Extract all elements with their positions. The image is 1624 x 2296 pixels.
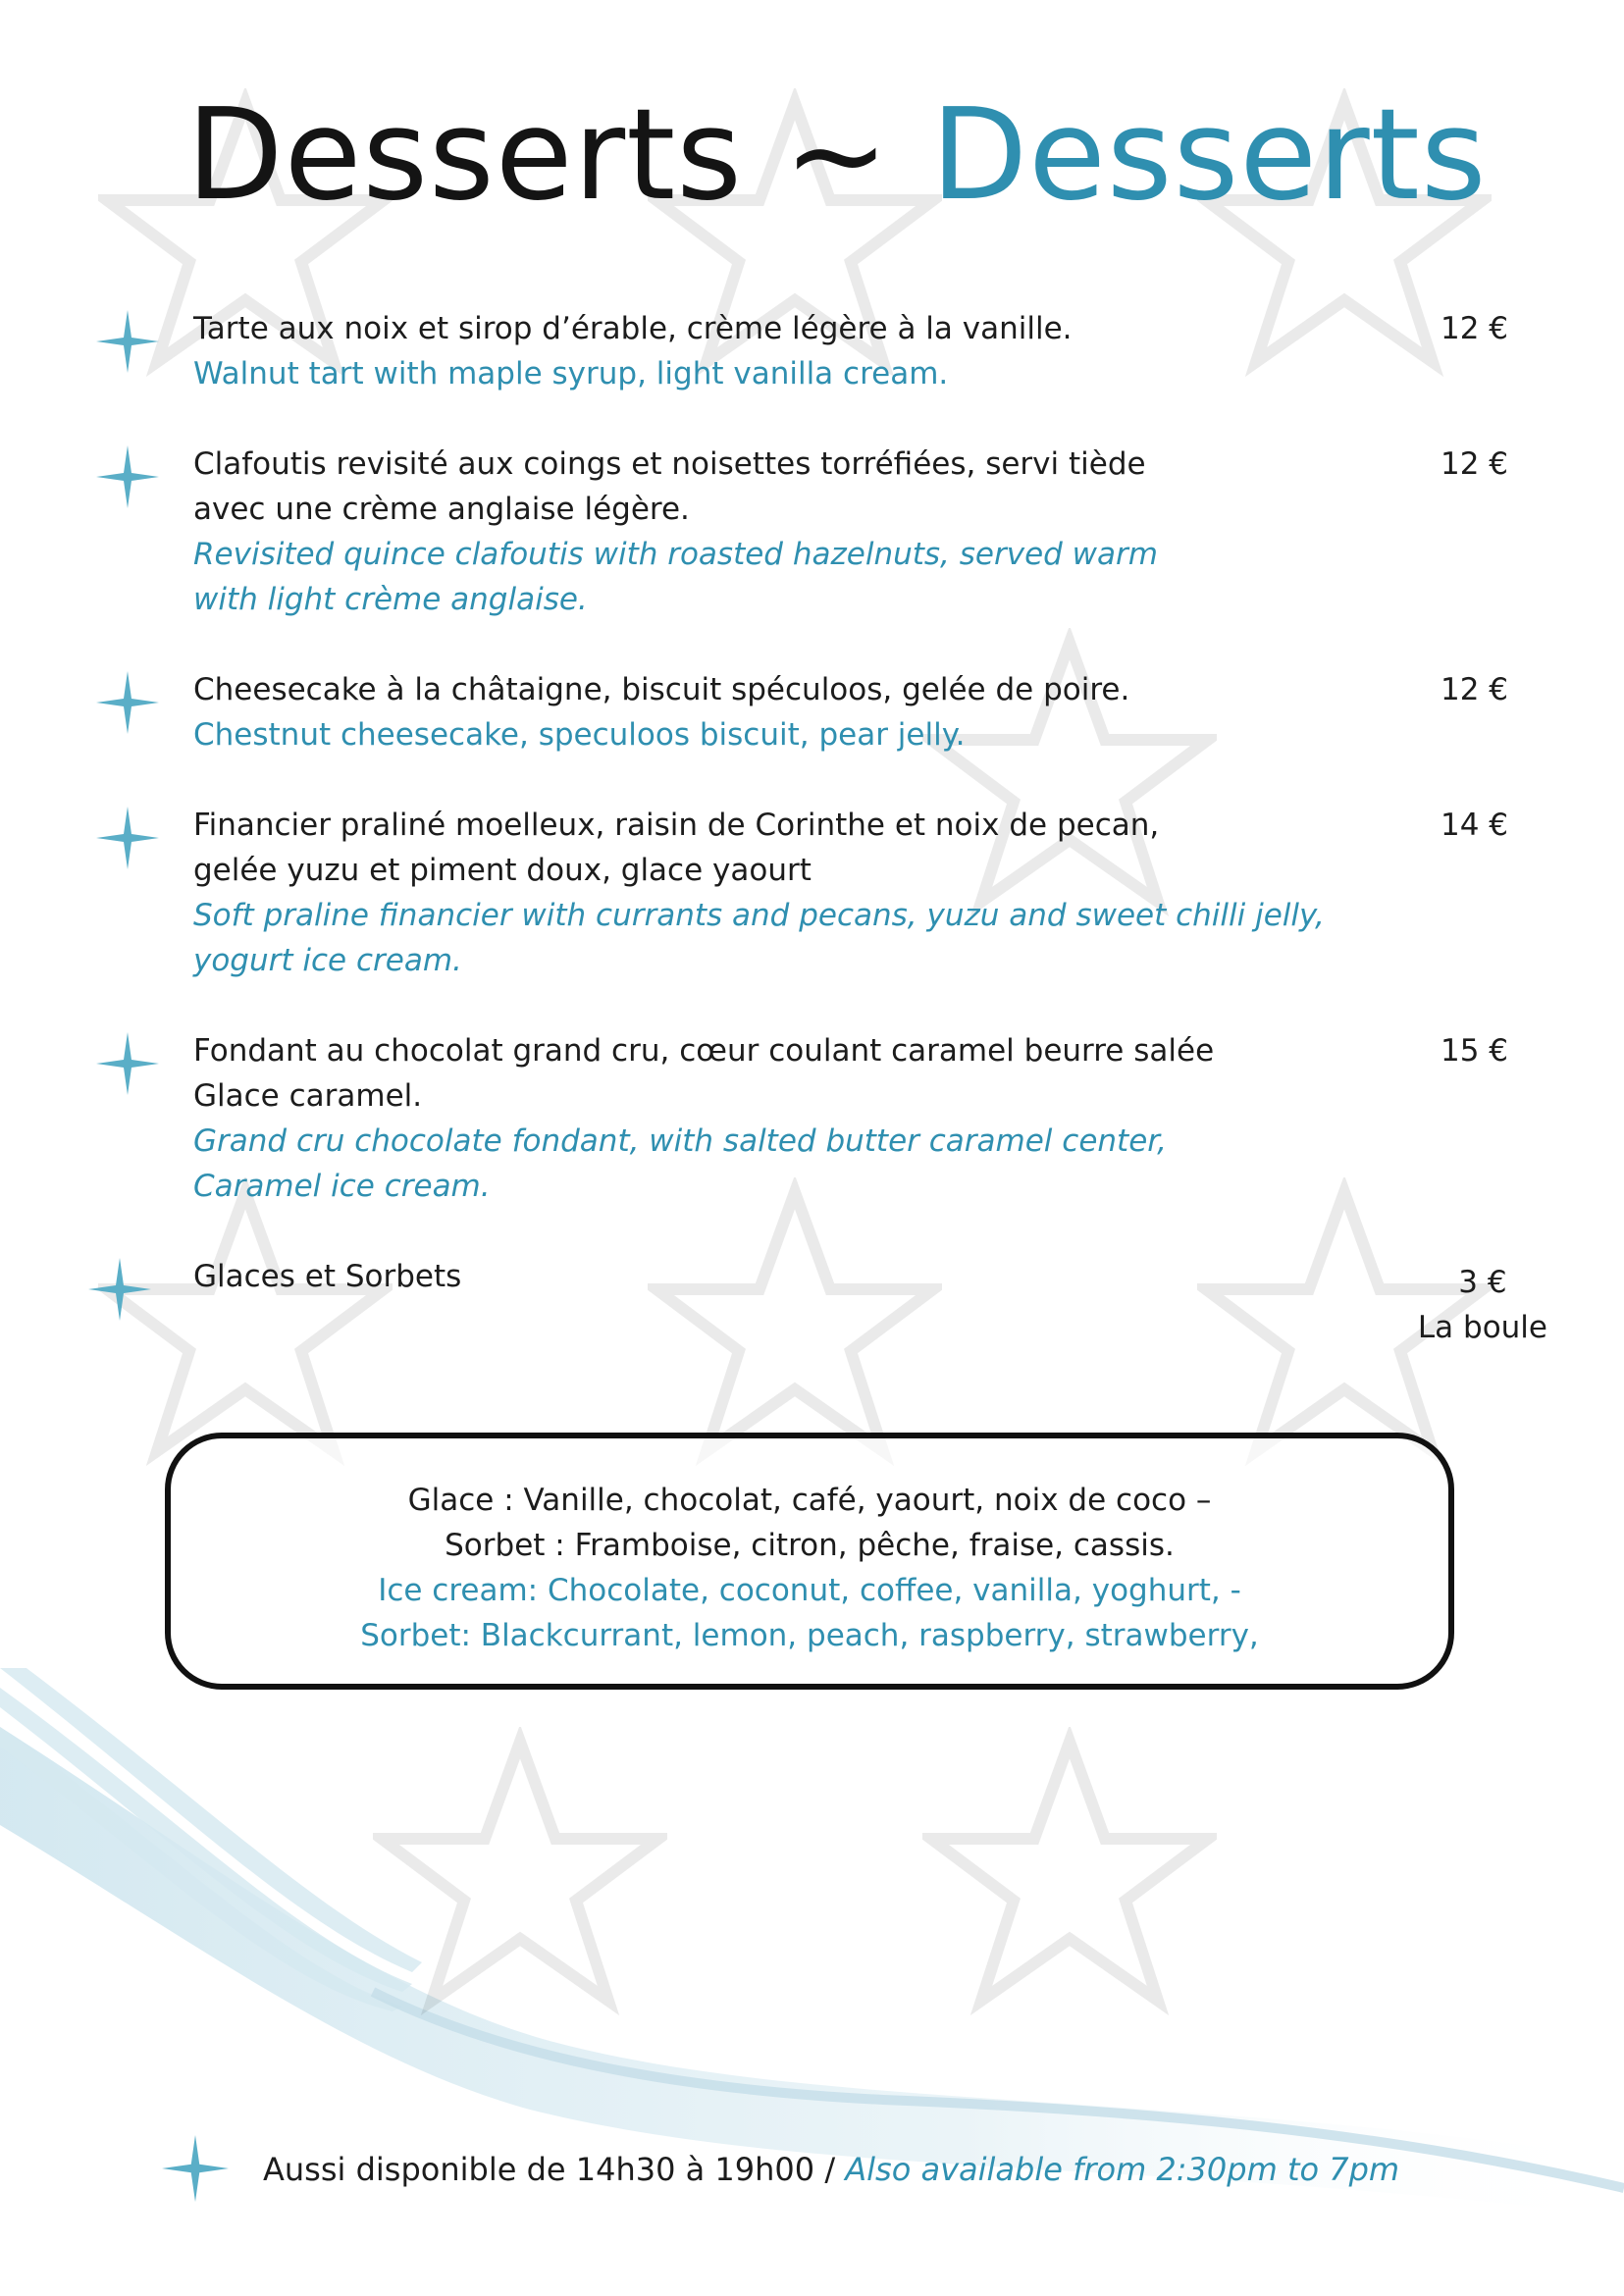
sparkle-star-icon bbox=[96, 445, 159, 508]
item-name-en: Chestnut cheesecake, speculoos biscuit, pear jelly. bbox=[193, 717, 966, 753]
item-name-en: Grand cru chocolate fondant, with salted butter caramel center, bbox=[193, 1123, 1168, 1159]
flavours-fr: Sorbet : Framboise, citron, pêche, fraise, cassis. bbox=[445, 1528, 1175, 1563]
menu-item-description bbox=[193, 442, 1430, 622]
item-price: 12 € bbox=[1440, 446, 1508, 482]
menu-item-description bbox=[193, 1028, 1430, 1209]
price-unit: La boule bbox=[1417, 1310, 1547, 1345]
item-price: 12 € bbox=[1440, 672, 1508, 707]
menu-item-description bbox=[193, 667, 1430, 757]
sparkle-star-icon bbox=[162, 2135, 229, 2202]
item-name-fr: Glace caramel. bbox=[193, 1078, 423, 1114]
watermark-logo bbox=[98, 1177, 393, 1472]
item-name-fr: Clafoutis revisité aux coings et noisettes torréfiées, servi tiède bbox=[193, 446, 1146, 482]
watermark-logo bbox=[373, 1727, 667, 2021]
fork-swoosh-background bbox=[0, 1668, 1624, 2296]
item-price: 15 € bbox=[1440, 1033, 1508, 1069]
item-name-fr: Glaces et Sorbets bbox=[193, 1259, 462, 1294]
item-name-fr: avec une crème anglaise légère. bbox=[193, 492, 690, 527]
title-fr: Desserts bbox=[186, 82, 743, 229]
title-en: Desserts bbox=[930, 82, 1488, 229]
title-separator: ~ bbox=[783, 82, 890, 229]
menu-item-description bbox=[193, 803, 1430, 983]
item-name-en: Revisited quince clafoutis with roasted hazelnuts, served warm bbox=[193, 537, 1158, 572]
availability-note bbox=[263, 2147, 1399, 2192]
flavours-en: Sorbet: Blackcurrant, lemon, peach, raspberry, strawberry, bbox=[360, 1618, 1259, 1653]
sparkle-star-icon bbox=[88, 1258, 151, 1321]
item-price: 12 € bbox=[1440, 311, 1508, 346]
flavours-fr: Glace : Vanille, chocolat, café, yaourt, noix de coco – bbox=[407, 1483, 1212, 1518]
item-name-en: with light crème anglaise. bbox=[193, 582, 588, 617]
item-name-en: Caramel ice cream. bbox=[193, 1169, 491, 1204]
flavours-box bbox=[165, 1433, 1454, 1690]
item-name-fr: Tarte aux noix et sirop d’érable, crème légère à la vanille. bbox=[193, 311, 1073, 346]
item-name-fr: Cheesecake à la châtaigne, biscuit spéculoos, gelée de poire. bbox=[193, 672, 1130, 707]
watermark-logo bbox=[922, 1727, 1217, 2021]
price-value: 3 € bbox=[1458, 1265, 1507, 1300]
sparkle-star-icon bbox=[96, 1032, 159, 1095]
item-name-en: yogurt ice cream. bbox=[193, 943, 462, 978]
item-name-fr: Fondant au chocolat grand cru, cœur coulant caramel beurre salée bbox=[193, 1033, 1215, 1069]
menu-item-description bbox=[193, 1254, 1430, 1299]
item-price bbox=[1418, 1260, 1547, 1350]
watermark-logo bbox=[648, 1177, 942, 1472]
item-name-fr: gelée yuzu et piment doux, glace yaourt bbox=[193, 853, 812, 888]
sparkle-star-icon bbox=[96, 807, 159, 869]
page-title bbox=[186, 82, 1488, 229]
flavours-en: Ice cream: Chocolate, coconut, coffee, vanilla, yoghurt, - bbox=[378, 1573, 1241, 1608]
item-name-en: Soft praline financier with currants and pecans, yuzu and sweet chilli jelly, bbox=[193, 898, 1325, 933]
sparkle-star-icon bbox=[96, 310, 159, 373]
availability-fr: Aussi disponible de 14h30 à 19h00 / bbox=[263, 2151, 836, 2188]
item-price: 14 € bbox=[1440, 808, 1508, 843]
menu-item-description bbox=[193, 306, 1430, 396]
availability-en: Also available from 2:30pm to 7pm bbox=[845, 2151, 1400, 2188]
item-name-en: Walnut tart with maple syrup, light vanilla cream. bbox=[193, 356, 949, 391]
sparkle-star-icon bbox=[96, 671, 159, 734]
item-name-fr: Financier praliné moelleux, raisin de Corinthe et noix de pecan, bbox=[193, 808, 1160, 843]
